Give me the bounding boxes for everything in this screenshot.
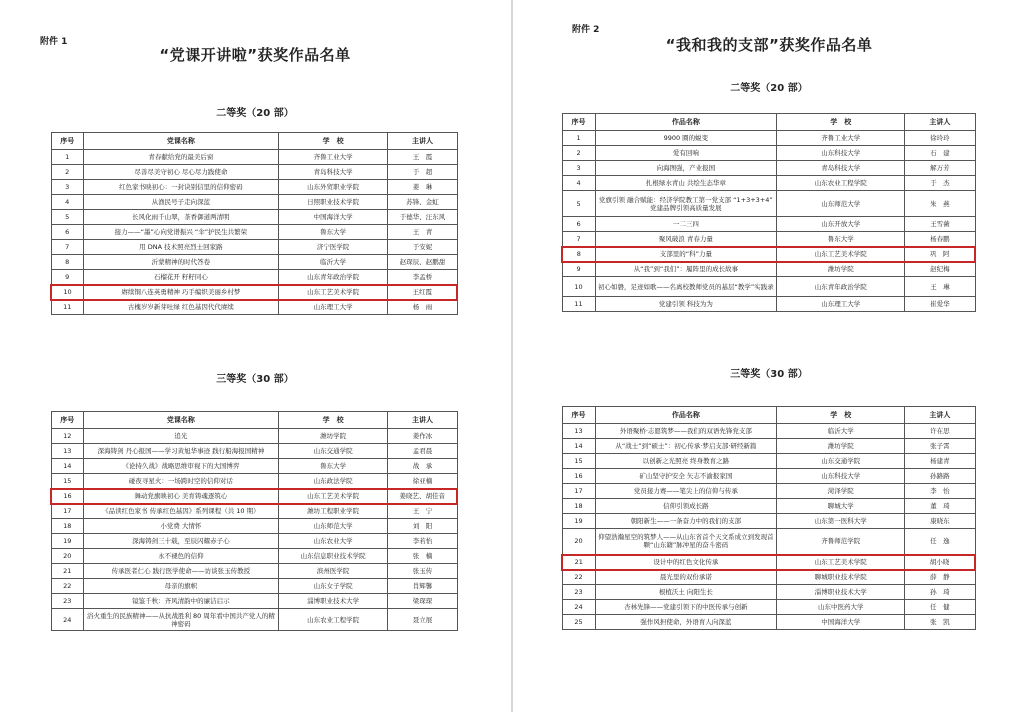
header-school: 学 校 xyxy=(278,133,388,150)
school-name: 淄博职业技术大学 xyxy=(777,585,905,600)
school-name: 鲁东大学 xyxy=(278,225,388,240)
school-name: 山东工艺美术学院 xyxy=(777,555,905,570)
speaker-name: 姜晓艺、胡佳音 xyxy=(388,489,457,504)
work-title: 设计中的红色文化传承 xyxy=(595,555,777,570)
table-row xyxy=(51,300,457,315)
work-title: 仰望浩瀚星空的筑梦人——从山东省首个天文系成立到发现首颗“山东籍”脉冲星的奋斗密码 xyxy=(595,529,777,555)
second-prize-table xyxy=(50,132,458,315)
left-page xyxy=(0,0,510,712)
work-title: 党建引领 科技为为 xyxy=(595,297,777,312)
third-prize-heading: 三等奖（30 部） xyxy=(216,374,294,385)
school-name: 山东科技大学 xyxy=(777,146,905,161)
row-number: 8 xyxy=(51,255,83,270)
row-number: 13 xyxy=(51,444,83,459)
document-title: “我和我的支部”获奖作品名单 xyxy=(665,36,873,54)
school-name: 山东农业大学 xyxy=(278,534,388,549)
table-row xyxy=(562,297,975,312)
school-name: 山东工艺美术学院 xyxy=(278,489,388,504)
work-title: 尽善尽美守初心 尽心尽力践使命 xyxy=(83,165,278,180)
school-name: 青岛科技大学 xyxy=(278,165,388,180)
school-name: 山东外贸职业学院 xyxy=(278,180,388,195)
work-title: 红色家书映初心：一封诀别信里的信仰密码 xyxy=(83,180,278,195)
work-title: 根植沃土 向阳生长 xyxy=(595,585,777,600)
table-row xyxy=(51,534,457,549)
row-number: 20 xyxy=(562,529,595,555)
row-number: 10 xyxy=(51,285,83,300)
speaker-name: 姜作冰 xyxy=(388,429,457,444)
table-row xyxy=(51,444,457,459)
school-name: 临沂大学 xyxy=(777,424,905,439)
row-number: 6 xyxy=(562,217,595,232)
speaker-name: 任 逸 xyxy=(905,529,975,555)
school-name: 聊城大学 xyxy=(777,499,905,514)
work-title: 追光 xyxy=(83,429,278,444)
work-title: 古槐岁岁新芽吐绿 红色基因代代赓续 xyxy=(83,300,278,315)
table-row xyxy=(562,191,975,217)
header-no: 序号 xyxy=(51,133,83,150)
school-name: 中国海洋大学 xyxy=(777,615,905,630)
third-prize-table xyxy=(561,406,976,630)
speaker-name: 石 建 xyxy=(905,146,975,161)
row-number: 14 xyxy=(51,459,83,474)
work-title: 舞动党旗映初心 美育铸魂逐筑心 xyxy=(83,489,278,504)
school-name: 山东工艺美术学院 xyxy=(777,247,905,262)
work-title: 赓续铜八连英勇精神 巧手编织美丽乡村梦 xyxy=(83,285,278,300)
speaker-name: 姜 琳 xyxy=(388,180,457,195)
table-row xyxy=(51,594,457,609)
speaker-name: 梁琛琛 xyxy=(388,594,457,609)
row-number: 5 xyxy=(51,210,83,225)
third-prize-heading: 三等奖（30 部） xyxy=(730,369,808,380)
row-number: 7 xyxy=(562,232,595,247)
work-title: 小党费 大情怀 xyxy=(83,519,278,534)
header-speaker: 主讲人 xyxy=(905,407,975,424)
school-name: 潍坊学院 xyxy=(777,262,905,277)
row-number: 3 xyxy=(562,161,595,176)
row-number: 8 xyxy=(562,247,595,262)
table-row xyxy=(562,176,975,191)
row-number: 18 xyxy=(51,519,83,534)
speaker-name: 杨建青 xyxy=(905,454,975,469)
speaker-name: 胡小晓 xyxy=(905,555,975,570)
speaker-name: 于安妮 xyxy=(388,240,457,255)
row-number: 25 xyxy=(562,615,595,630)
speaker-name: 王 宁 xyxy=(388,504,457,519)
table-row xyxy=(562,262,975,277)
row-number: 17 xyxy=(51,504,83,519)
header-speaker: 主讲人 xyxy=(388,412,457,429)
speaker-name: 许在思 xyxy=(905,424,975,439)
speaker-name: 薛 静 xyxy=(905,570,975,585)
table-row xyxy=(51,429,457,444)
table-row xyxy=(51,519,457,534)
speaker-name: 张玉传 xyxy=(388,564,457,579)
row-number: 17 xyxy=(562,484,595,499)
school-name: 鲁东大学 xyxy=(278,459,388,474)
row-number: 5 xyxy=(562,191,595,217)
row-number: 23 xyxy=(51,594,83,609)
work-title: 用 DNA 技术照亮烈士回家路 xyxy=(83,240,278,255)
work-title: 外语聚桥·志愿筑梦——我们的双语先锋党支部 xyxy=(595,424,777,439)
row-number: 11 xyxy=(562,297,595,312)
row-number: 12 xyxy=(51,429,83,444)
table-row xyxy=(51,549,457,564)
work-title: 朝阳新生——一条奋力中的我们的支部 xyxy=(595,514,777,529)
speaker-name: 李孟桥 xyxy=(388,270,457,285)
work-title: 初心如磐，足迹如歌——名离校教师党员的基层“教学”实践录 xyxy=(595,277,777,297)
school-name: 临沂大学 xyxy=(278,255,388,270)
school-name: 菏泽学院 xyxy=(777,484,905,499)
speaker-name: 杨 雨 xyxy=(388,300,457,315)
school-name: 日照职业技术学院 xyxy=(278,195,388,210)
table-row xyxy=(562,484,975,499)
work-title: 党员接力赛——笔尖上的信仰与传承 xyxy=(595,484,777,499)
work-title: 母亲的旗帜 xyxy=(83,579,278,594)
header-speaker: 主讲人 xyxy=(905,114,975,131)
second-prize-table xyxy=(561,113,976,312)
work-title: 以创新之光照亮 终身教育之路 xyxy=(595,454,777,469)
header-speaker: 主讲人 xyxy=(388,133,457,150)
table-row xyxy=(51,165,457,180)
row-number: 2 xyxy=(51,165,83,180)
work-title: 矿山坚守护安全 矢志不渝报家国 xyxy=(595,469,777,484)
speaker-name: 王 琳 xyxy=(905,277,975,297)
speaker-name: 王 霞 xyxy=(388,150,457,165)
school-name: 山东青年政治学院 xyxy=(278,270,388,285)
header-no: 序号 xyxy=(562,114,595,131)
second-prize-heading: 二等奖（20 部） xyxy=(730,83,808,94)
school-name: 齐鲁工业大学 xyxy=(777,131,905,146)
row-number: 13 xyxy=(562,424,595,439)
speaker-name: 王雪薇 xyxy=(905,217,975,232)
table-row xyxy=(51,474,457,489)
speaker-name: 战 承 xyxy=(388,459,457,474)
school-name: 山东师范大学 xyxy=(278,519,388,534)
table-row xyxy=(562,529,975,555)
row-number: 11 xyxy=(51,300,83,315)
school-name: 山东农业工程学院 xyxy=(777,176,905,191)
school-name: 山东师范大学 xyxy=(777,191,905,217)
work-title: 接力——“墨”心向党谱振兴 “伞”护民生共繁荣 xyxy=(83,225,278,240)
table-row xyxy=(562,585,975,600)
row-number: 4 xyxy=(562,176,595,191)
school-name: 山东中医药大学 xyxy=(777,600,905,615)
work-title: 从“我”到“我们”：履阵里的成长故事 xyxy=(595,262,777,277)
table-row xyxy=(51,504,457,519)
row-number: 1 xyxy=(562,131,595,146)
row-number: 10 xyxy=(562,277,595,297)
attachment-label: 附件 1 xyxy=(40,37,68,47)
table-row xyxy=(562,232,975,247)
work-title: 信仰引领成长路 xyxy=(595,499,777,514)
work-title: 从“战士”到“硕士”：初心传承·梦启支部·研经新篇 xyxy=(595,439,777,454)
header-school: 学 校 xyxy=(777,407,905,424)
work-title: 《品读红色家书 传承红色基因》系列课程（共 10 期） xyxy=(83,504,278,519)
speaker-name: 孙路路 xyxy=(905,469,975,484)
speaker-name: 任 健 xyxy=(905,600,975,615)
row-number: 23 xyxy=(562,585,595,600)
table-row xyxy=(562,499,975,514)
speaker-name: 于 超 xyxy=(388,165,457,180)
school-name: 山东信息职业技术学院 xyxy=(278,549,388,564)
work-title: 9900 圈的蜕变 xyxy=(595,131,777,146)
work-title: 晨光里的双份承诺 xyxy=(595,570,777,585)
header-school: 学 校 xyxy=(777,114,905,131)
table-row xyxy=(562,146,975,161)
row-number: 18 xyxy=(562,499,595,514)
row-number: 6 xyxy=(51,225,83,240)
speaker-name: 李若怡 xyxy=(388,534,457,549)
work-title: 聚风破浪 青春力量 xyxy=(595,232,777,247)
work-title: 向海图强，产业报国 xyxy=(595,161,777,176)
second-prize-heading: 二等奖（20 部） xyxy=(216,108,294,119)
work-title: 扎根绿水青山 共绘生态华章 xyxy=(595,176,777,191)
table-row xyxy=(51,459,457,474)
speaker-name: 张子霄 xyxy=(905,439,975,454)
header-title: 党课名称 xyxy=(83,412,278,429)
table-row xyxy=(562,570,975,585)
school-name: 济宁医学院 xyxy=(278,240,388,255)
work-title: 浴火重生的民族精神——从抗战胜利 80 周年看中国共产党人的精神密码 xyxy=(83,609,278,631)
table-row xyxy=(562,469,975,484)
school-name: 山东科技大学 xyxy=(777,469,905,484)
speaker-name: 聂立展 xyxy=(388,609,457,631)
row-number: 21 xyxy=(51,564,83,579)
table-row xyxy=(51,285,457,300)
speaker-name: 孙 琦 xyxy=(905,585,975,600)
header-no: 序号 xyxy=(51,412,83,429)
speaker-name: 肖辉馨 xyxy=(388,579,457,594)
row-number: 15 xyxy=(562,454,595,469)
speaker-name: 赵纪梅 xyxy=(905,262,975,277)
table-row xyxy=(562,514,975,529)
table-row xyxy=(562,424,975,439)
table-row xyxy=(562,600,975,615)
third-prize-table xyxy=(50,411,458,631)
speaker-name: 杨春鹏 xyxy=(905,232,975,247)
work-title: 沂蒙精神的时代答卷 xyxy=(83,255,278,270)
table-header-row xyxy=(562,114,975,131)
school-name: 中国海洋大学 xyxy=(278,210,388,225)
row-number: 20 xyxy=(51,549,83,564)
table-header-row xyxy=(51,412,457,429)
speaker-name: 王 青 xyxy=(388,225,457,240)
speaker-name: 赵琛辰、赵鹏甜 xyxy=(388,255,457,270)
work-title: 强作风担使命，外语育人向深蓝 xyxy=(595,615,777,630)
table-row xyxy=(562,454,975,469)
table-row xyxy=(51,255,457,270)
speaker-name: 张 楠 xyxy=(388,549,457,564)
row-number: 7 xyxy=(51,240,83,255)
school-name: 滨州医学院 xyxy=(278,564,388,579)
work-title: 长风化雨千山翠，茶香御道两清明 xyxy=(83,210,278,225)
work-title: 爱有回响 xyxy=(595,146,777,161)
work-title: 石榴花开 籽籽同心 xyxy=(83,270,278,285)
row-number: 3 xyxy=(51,180,83,195)
table-header-row xyxy=(51,133,457,150)
speaker-name: 巩 阿 xyxy=(905,247,975,262)
header-title: 作品名称 xyxy=(595,114,777,131)
table-row xyxy=(562,277,975,297)
school-name: 鲁东大学 xyxy=(777,232,905,247)
header-title: 作品名称 xyxy=(595,407,777,424)
school-name: 聊城职业技术学院 xyxy=(777,570,905,585)
work-title: 党旗引领 融合赋能：经济学院教工第一党支部 “1+3+3+4” 党建品牌引领高质量发展 xyxy=(595,191,777,217)
speaker-name: 张 凯 xyxy=(905,615,975,630)
work-title: 深海铸剑三十载，至辰闪耀赤子心 xyxy=(83,534,278,549)
row-number: 19 xyxy=(51,534,83,549)
table-row xyxy=(51,210,457,225)
speaker-name: 朱 燕 xyxy=(905,191,975,217)
school-name: 潍坊学院 xyxy=(278,429,388,444)
school-name: 山东政法学院 xyxy=(278,474,388,489)
page-divider xyxy=(511,0,513,712)
speaker-name: 崔爱华 xyxy=(905,297,975,312)
row-number: 15 xyxy=(51,474,83,489)
school-name: 山东交通学院 xyxy=(278,444,388,459)
speaker-name: 徐亚楠 xyxy=(388,474,457,489)
row-number: 19 xyxy=(562,514,595,529)
row-number: 2 xyxy=(562,146,595,161)
speaker-name: 董 琦 xyxy=(905,499,975,514)
speaker-name: 李 怡 xyxy=(905,484,975,499)
school-name: 潍坊工程职业学院 xyxy=(278,504,388,519)
school-name: 山东青年政治学院 xyxy=(777,277,905,297)
row-number: 9 xyxy=(51,270,83,285)
row-number: 9 xyxy=(562,262,595,277)
table-row xyxy=(51,489,457,504)
table-row xyxy=(51,240,457,255)
table-row xyxy=(51,270,457,285)
school-name: 山东理工大学 xyxy=(278,300,388,315)
table-row xyxy=(51,609,457,631)
work-title: 杏林先锋——党建引领下的中医传承与创新 xyxy=(595,600,777,615)
work-title: 深海铸剑 丹心报国——学习黄旭华事迹 践行船海报国精神 xyxy=(83,444,278,459)
school-name: 潍坊学院 xyxy=(777,439,905,454)
work-title: 支部里的“科”力量 xyxy=(595,247,777,262)
work-title: 从渔民号子走向深蓝 xyxy=(83,195,278,210)
school-name: 山东工艺美术学院 xyxy=(278,285,388,300)
work-title: 一二三四 xyxy=(595,217,777,232)
school-name: 青岛科技大学 xyxy=(777,161,905,176)
table-row xyxy=(562,555,975,570)
table-row xyxy=(51,150,457,165)
attachment-label: 附件 2 xyxy=(572,25,600,35)
work-title: 永不褪色的信仰 xyxy=(83,549,278,564)
school-name: 山东第一医科大学 xyxy=(777,514,905,529)
table-row xyxy=(562,615,975,630)
header-title: 党课名称 xyxy=(83,133,278,150)
row-number: 21 xyxy=(562,555,595,570)
table-row xyxy=(562,161,975,176)
table-row xyxy=(51,180,457,195)
speaker-name: 孟君晨 xyxy=(388,444,457,459)
table-row xyxy=(562,439,975,454)
school-name: 山东农业工程学院 xyxy=(278,609,388,631)
work-title: 青春献给党的最美后窗 xyxy=(83,150,278,165)
table-row xyxy=(562,247,975,262)
speaker-name: 苏锋、金虹 xyxy=(388,195,457,210)
header-no: 序号 xyxy=(562,407,595,424)
row-number: 16 xyxy=(51,489,83,504)
speaker-name: 解万芳 xyxy=(905,161,975,176)
right-page xyxy=(514,0,1024,712)
document-title: “党课开讲啦”获奖作品名单 xyxy=(159,46,351,64)
table-row xyxy=(562,217,975,232)
table-row xyxy=(51,564,457,579)
school-name: 山东女子学院 xyxy=(278,579,388,594)
speaker-name: 王红霞 xyxy=(388,285,457,300)
school-name: 山东理工大学 xyxy=(777,297,905,312)
work-title: 碰夜寻星火：一场跨时空的信仰对话 xyxy=(83,474,278,489)
table-row xyxy=(562,131,975,146)
school-name: 淄博职业技术大学 xyxy=(278,594,388,609)
work-title: 传承医者仁心 践行医学使命——访谈张玉传教授 xyxy=(83,564,278,579)
table-row xyxy=(51,579,457,594)
school-name: 山东交通学院 xyxy=(777,454,905,469)
table-row xyxy=(51,225,457,240)
speaker-name: 徐玲玲 xyxy=(905,131,975,146)
header-school: 学 校 xyxy=(278,412,388,429)
row-number: 16 xyxy=(562,469,595,484)
school-name: 山东开放大学 xyxy=(777,217,905,232)
row-number: 22 xyxy=(562,570,595,585)
row-number: 24 xyxy=(51,609,83,631)
row-number: 14 xyxy=(562,439,595,454)
school-name: 齐鲁师范学院 xyxy=(777,529,905,555)
work-title: 《论持久战》战略思维审视下的大国博弈 xyxy=(83,459,278,474)
work-title: 镜鉴千秋：齐风清韵中的廉洁启示 xyxy=(83,594,278,609)
row-number: 4 xyxy=(51,195,83,210)
school-name: 齐鲁工业大学 xyxy=(278,150,388,165)
row-number: 1 xyxy=(51,150,83,165)
row-number: 22 xyxy=(51,579,83,594)
table-row xyxy=(51,195,457,210)
row-number: 24 xyxy=(562,600,595,615)
speaker-name: 于德华、汪东风 xyxy=(388,210,457,225)
table-header-row xyxy=(562,407,975,424)
speaker-name: 刘 阳 xyxy=(388,519,457,534)
speaker-name: 于 杰 xyxy=(905,176,975,191)
speaker-name: 康晓东 xyxy=(905,514,975,529)
